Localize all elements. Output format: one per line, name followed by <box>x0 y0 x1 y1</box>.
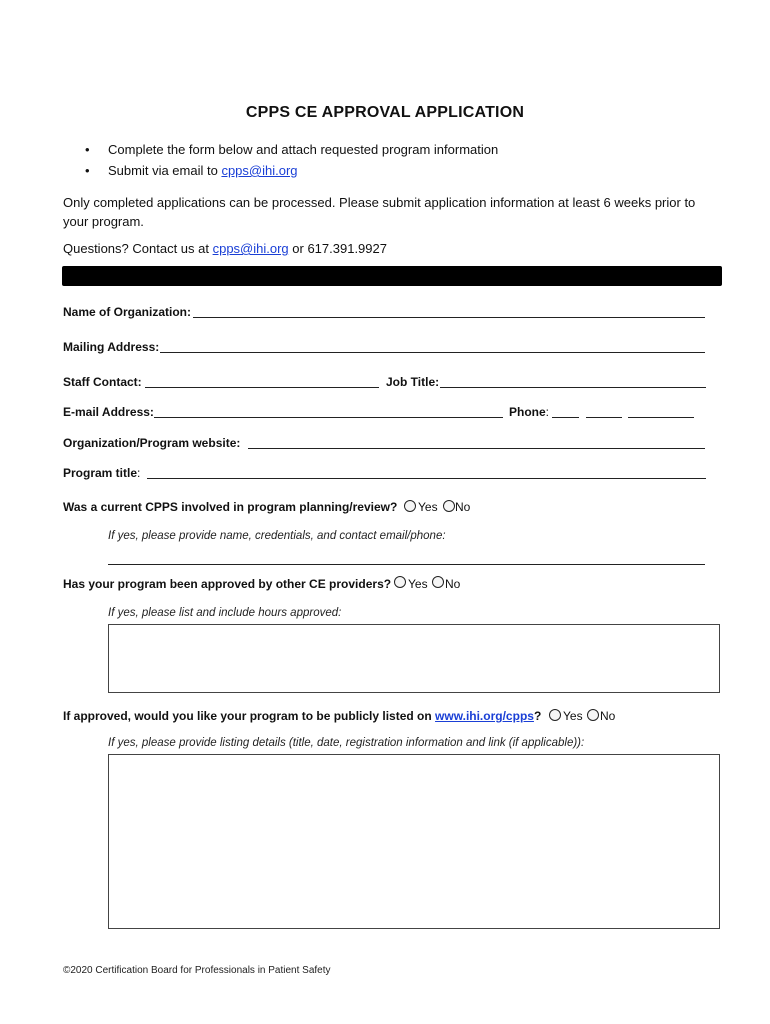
mailing-address-label: Mailing Address: <box>63 340 160 354</box>
q2-yes-radio[interactable] <box>394 576 406 588</box>
q3-label <box>63 709 541 723</box>
page-title: CPPS CE APPROVAL APPLICATION <box>245 104 525 121</box>
q3-yes-radio[interactable] <box>549 709 561 721</box>
q2-no-label: No <box>445 577 461 591</box>
bullet-dot: • <box>85 163 90 178</box>
phone-label: Phone <box>509 405 546 419</box>
q1-yes-radio[interactable] <box>404 500 416 512</box>
q2-yes-label: Yes <box>408 577 428 591</box>
bullet-dot: • <box>85 142 90 157</box>
q1-followup-field[interactable] <box>108 564 705 565</box>
q1-followup: If yes, please provide name, credentials, and contact email/phone: <box>108 530 446 542</box>
q2-followup: If yes, please list and include hours approved: <box>108 607 342 619</box>
copyright-footer: ©2020 Certification Board for Professionals in Patient Safety <box>63 965 331 976</box>
q2-no-radio[interactable] <box>432 576 444 588</box>
org-name-label: Name of Organization: <box>63 305 192 319</box>
org-name-field[interactable] <box>193 317 705 318</box>
questions-suffix: or 617.391.9927 <box>288 241 387 256</box>
website-label: Organization/Program website: <box>63 436 241 450</box>
q1-no-label: No <box>455 500 471 514</box>
q2-label: Has your program been approved by other CE providers? <box>63 577 392 591</box>
q2-textarea[interactable] <box>108 624 720 693</box>
staff-contact-field[interactable] <box>145 387 379 388</box>
q3-no-radio[interactable] <box>587 709 599 721</box>
phone-colon: : <box>545 405 550 419</box>
program-title-colon: : <box>137 466 141 480</box>
contact-email-link[interactable]: cpps@ihi.org <box>212 241 289 256</box>
questions-text <box>63 239 713 258</box>
q3-prefix: If approved, would you like your program to be publicly listed on <box>63 709 436 723</box>
email-label: E-mail Address: <box>63 405 154 419</box>
staff-contact-label: Staff Contact: <box>63 375 142 389</box>
questions-prefix: Questions? Contact us at <box>63 241 213 256</box>
bullet-text <box>108 163 298 178</box>
q1-yes-label: Yes <box>418 500 438 514</box>
q3-textarea[interactable] <box>108 754 720 929</box>
q3-no-label: No <box>600 709 616 723</box>
q1-no-radio[interactable] <box>443 500 455 512</box>
cpps-link[interactable]: www.ihi.org/cpps <box>435 709 534 723</box>
program-title-label: Program title <box>63 466 138 480</box>
section-divider-bar <box>62 266 722 286</box>
phone-label-wrap <box>509 405 549 419</box>
phone-area-field[interactable] <box>552 417 579 418</box>
intro-text: Only completed applications can be processed. Please submit application information at least 6 weeks prior to your program. <box>63 195 696 229</box>
mailing-address-field[interactable] <box>160 352 705 353</box>
job-title-label: Job Title: <box>386 375 440 389</box>
bullet-prefix: Submit via email to <box>108 163 222 178</box>
phone-prefix-field[interactable] <box>586 417 622 418</box>
email-link[interactable]: cpps@ihi.org <box>221 163 298 178</box>
job-title-field[interactable] <box>440 387 706 388</box>
bullet-text: Complete the form below and attach requested program information <box>108 142 499 157</box>
q1-label: Was a current CPPS involved in program planning/review? <box>63 500 398 514</box>
q3-suffix: ? <box>533 709 542 723</box>
website-field[interactable] <box>248 448 705 449</box>
q3-followup: If yes, please provide listing details (title, date, registration information and link (if applicable)): <box>108 737 585 749</box>
phone-number-field[interactable] <box>628 417 694 418</box>
email-field[interactable] <box>154 417 503 418</box>
program-title-field[interactable] <box>147 478 706 479</box>
program-title-label-wrap <box>63 466 140 480</box>
q3-yes-label: Yes <box>563 709 583 723</box>
